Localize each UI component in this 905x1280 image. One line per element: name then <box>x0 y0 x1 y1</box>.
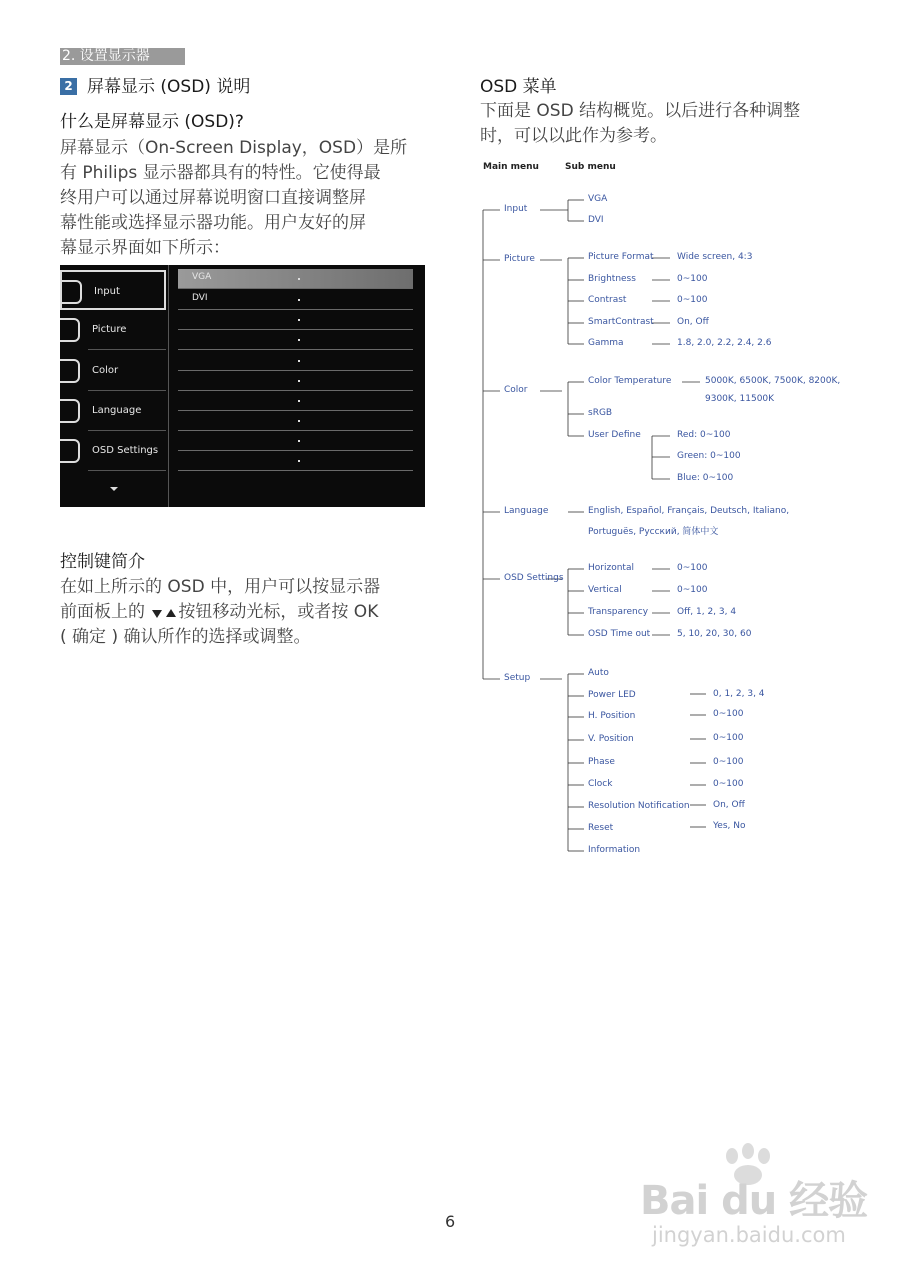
tree-item: H. Position <box>588 711 636 721</box>
tree-item: Brightness <box>588 274 636 284</box>
tree-item: DVI <box>588 215 604 225</box>
tree-item: Horizontal <box>588 563 634 573</box>
tree-value: Off, 1, 2, 3, 4 <box>677 607 737 617</box>
para-line: 屏幕显示（On-Screen Display，OSD）是所 <box>60 138 408 158</box>
tree-value: 0~100 <box>713 779 744 789</box>
tree-value: Yes, No <box>713 821 746 831</box>
para-line: 终用户可以通过屏幕说明窗口直接调整屏 <box>60 188 366 208</box>
heading-number-badge: 2 <box>60 78 77 95</box>
osd-menu-item-picture <box>60 310 168 350</box>
subheading: 什么是屏幕显示 (OSD)? <box>60 112 244 132</box>
tree-item: sRGB <box>588 408 613 418</box>
tree-value: Blue: 0~100 <box>677 473 734 483</box>
osd-row-dot <box>298 319 300 321</box>
osd-menu-label: Picture <box>92 324 127 335</box>
tree-item: Resolution Notification <box>588 801 690 811</box>
baidu-watermark <box>640 1143 870 1253</box>
tree-col-sub: Sub menu <box>565 162 616 172</box>
osd-menu-item-osd-settings <box>60 431 168 471</box>
tree-item: Contrast <box>588 295 627 305</box>
osd-menu-label: Input <box>94 286 120 297</box>
tree-value: 0~100 <box>677 563 708 573</box>
tree-value: 0~100 <box>677 295 708 305</box>
tree-item: Auto <box>588 668 609 678</box>
watermark-brand: Bai du 经验 <box>640 1178 868 1224</box>
osd-sub-row <box>178 431 413 451</box>
tree-value: 0~100 <box>677 274 708 284</box>
tree-main-language: Language <box>504 506 549 516</box>
osd-sub-label: VGA <box>192 272 212 282</box>
section-heading <box>60 72 250 97</box>
tree-value: 0~100 <box>677 585 708 595</box>
osd-row-dot <box>298 460 300 462</box>
osd-row-dot <box>298 360 300 362</box>
tree-item: Gamma <box>588 338 624 348</box>
osd-row-dot <box>298 400 300 402</box>
down-arrow-icon <box>152 610 162 618</box>
controls-paragraph <box>60 575 425 650</box>
osd-screenshot <box>60 265 425 507</box>
tree-value: On, Off <box>677 317 709 327</box>
tree-item: OSD Time out <box>588 629 651 639</box>
input-icon <box>60 280 82 304</box>
osd-row-dot <box>298 278 300 280</box>
osd-divider <box>88 349 166 350</box>
osd-sub-row <box>178 351 413 371</box>
tree-item: Power LED <box>588 690 636 700</box>
color-icon <box>60 359 80 383</box>
tree-main-input: Input <box>504 204 528 214</box>
intro-paragraph <box>60 136 420 261</box>
osd-menu-heading: OSD 菜单 <box>480 77 557 97</box>
osd-row-dot <box>298 380 300 382</box>
language-icon <box>60 399 80 423</box>
tree-item: Color Temperature <box>588 376 672 386</box>
tree-item: Information <box>588 845 641 855</box>
tree-value: Green: 0~100 <box>677 451 741 461</box>
tree-item: Picture Format <box>588 252 654 262</box>
osd-settings-icon <box>60 439 80 463</box>
para-line: 有 Philips 显示器都具有的特性。它使得最 <box>60 163 381 183</box>
tree-value: English, Español, Français, Deutsch, Italiano, <box>588 506 790 516</box>
heading-text: 屏幕显示 (OSD) 说明 <box>87 77 251 97</box>
osd-divider <box>88 470 166 471</box>
tree-item: Transparency <box>588 607 649 617</box>
osd-menu-label: OSD Settings <box>92 445 159 456</box>
tree-value: 0~100 <box>713 733 744 743</box>
osd-row-dot <box>298 440 300 442</box>
tree-item: VGA <box>588 194 608 204</box>
tree-value: Portuguës, Русский, 简体中文 <box>588 527 719 537</box>
tree-item: Vertical <box>588 585 622 595</box>
tree-value: 1.8, 2.0, 2.2, 2.4, 2.6 <box>677 338 772 348</box>
tree-col-main: Main menu <box>483 162 539 172</box>
osd-menu-intro <box>480 99 850 149</box>
osd-menu-label: Color <box>92 365 119 376</box>
osd-sub-row-selected <box>178 269 413 289</box>
osd-sub-row <box>178 411 413 431</box>
osd-menu-label: Language <box>92 405 142 416</box>
osd-menu-item-language <box>60 391 168 431</box>
tree-value: On, Off <box>713 800 745 810</box>
tree-item: V. Position <box>588 734 634 744</box>
section-header: 2. 设置显示器 <box>60 48 185 65</box>
para-line <box>60 600 425 625</box>
tree-item: User Define <box>588 430 641 440</box>
page-number: 6 <box>445 1212 456 1231</box>
tree-value: 0~100 <box>713 757 744 767</box>
osd-submenu <box>170 265 425 507</box>
tree-main-picture: Picture <box>504 254 535 264</box>
tree-value: 9300K, 11500K <box>705 394 775 404</box>
para-text: 前面板上的 <box>60 602 145 622</box>
osd-sub-label: DVI <box>192 293 208 303</box>
para-line: ( 确定 ) 确认所作的选择或调整。 <box>60 627 311 647</box>
tree-main-color: Color <box>504 385 528 395</box>
tree-main-osd-settings: OSD Settings <box>504 573 564 583</box>
tree-value: 0~100 <box>713 709 744 719</box>
up-arrow-icon <box>166 609 176 617</box>
para-line: 幕显示界面如下所示： <box>60 238 230 258</box>
tree-value: 0, 1, 2, 3, 4 <box>713 689 765 699</box>
osd-sub-row <box>178 451 413 471</box>
tree-value: Red: 0~100 <box>677 430 731 440</box>
osd-row-dot <box>298 420 300 422</box>
controls-heading: 控制键简介 <box>60 552 145 572</box>
watermark-url: jingyan.baidu.com <box>652 1223 846 1247</box>
para-line: 幕性能或选择显示器功能。用户友好的屏 <box>60 213 366 233</box>
osd-menu-item-input <box>60 270 166 310</box>
tree-item: Phase <box>588 757 615 767</box>
para-line: 在如上所示的 OSD 中，用户可以按显示器 <box>60 577 381 597</box>
para-line: 下面是 OSD 结构概览。以后进行各种调整 <box>480 101 801 121</box>
tree-item: SmartContrast <box>588 317 654 327</box>
tree-main-setup: Setup <box>504 673 531 683</box>
tree-value: Wide screen, 4:3 <box>677 252 753 262</box>
osd-sub-row <box>178 391 413 411</box>
osd-sub-row <box>178 290 413 310</box>
osd-sub-row <box>178 371 413 391</box>
picture-icon <box>60 318 80 342</box>
osd-menu-item-color <box>60 351 168 391</box>
osd-main-menu <box>60 265 169 507</box>
para-line: 时，可以以此作为参考。 <box>480 126 667 146</box>
osd-row-dot <box>298 299 300 301</box>
tree-item: Reset <box>588 823 614 833</box>
osd-row-dot <box>298 339 300 341</box>
tree-item: Clock <box>588 779 613 789</box>
tree-value: 5000K, 6500K, 7500K, 8200K, <box>705 376 841 386</box>
osd-sub-row <box>178 310 413 330</box>
para-text: 按钮移动光标，或者按 OK <box>178 602 379 622</box>
osd-menu-tree <box>480 160 870 860</box>
osd-sub-row <box>178 330 413 350</box>
scroll-down-icon <box>110 487 118 491</box>
tree-value: 5, 10, 20, 30, 60 <box>677 629 752 639</box>
